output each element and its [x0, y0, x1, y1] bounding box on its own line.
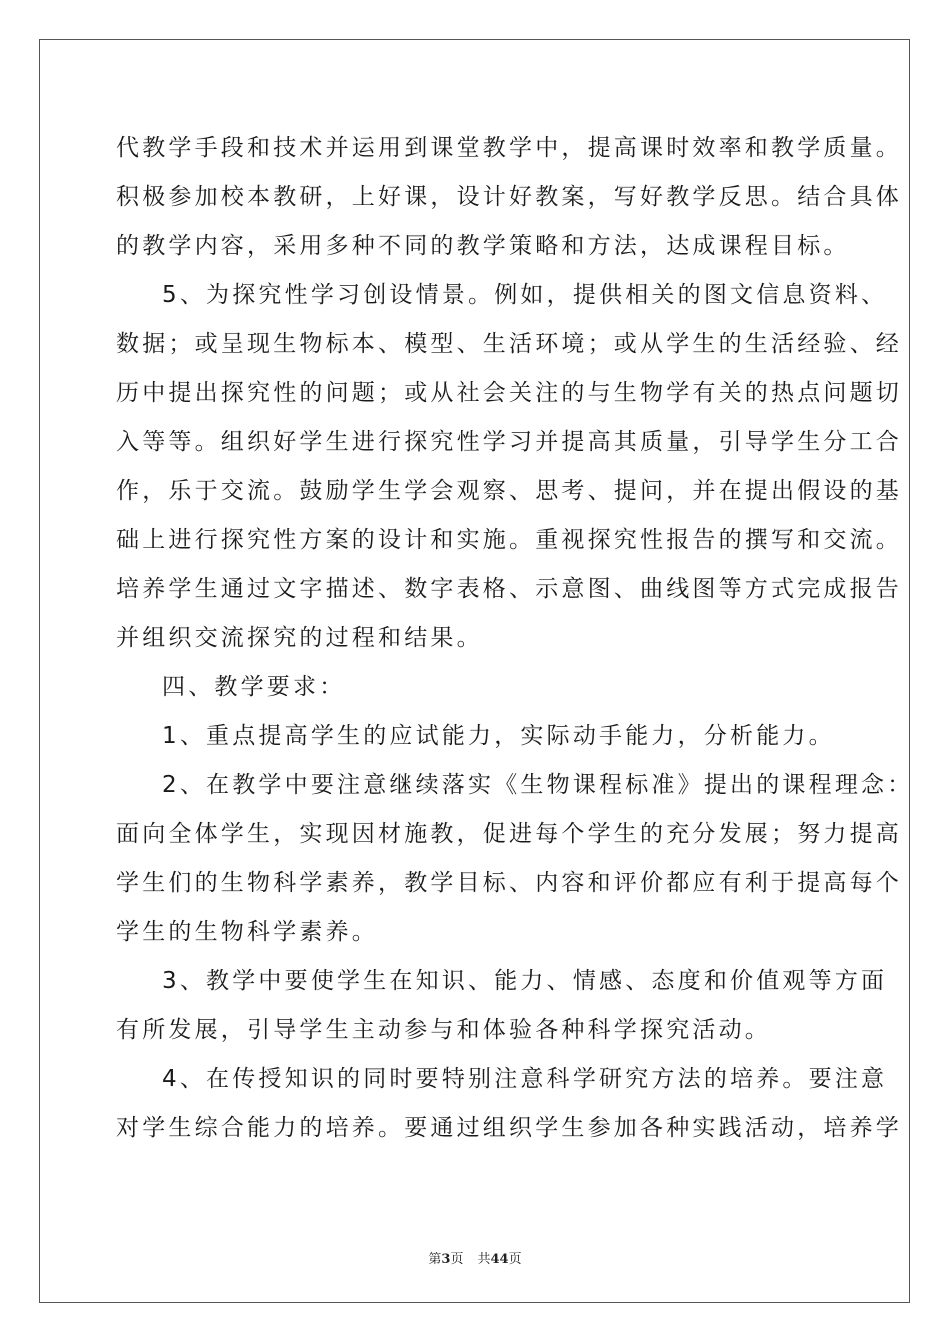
text-line: 学生们的生物科学素养，教学目标、内容和评价都应有利于提高每个 — [116, 870, 902, 896]
text-line: 5、为探究性学习创设情景。例如，提供相关的图文信息资料、 — [162, 282, 888, 308]
text-line: 面向全体学生，实现因材施教，促进每个学生的充分发展；努力提高 — [116, 821, 902, 847]
text-line: 积极参加校本教研，上好课，设计好教案，写好教学反思。结合具体 — [116, 184, 902, 210]
document-body — [116, 124, 914, 1153]
footer-total-prefix: 共 — [477, 1252, 491, 1267]
text-line: 2、在教学中要注意继续落实《生物课程标准》提出的课程理念： — [162, 772, 914, 798]
text-line: 的教学内容，采用多种不同的教学策略和方法，达成课程目标。 — [116, 233, 850, 259]
text-line: 培养学生通过文字描述、数字表格、示意图、曲线图等方式完成报告 — [116, 576, 902, 602]
text-line: 4、在传授知识的同时要特别注意科学研究方法的培养。要注意 — [162, 1066, 888, 1092]
footer-page-number: 3 — [441, 1252, 451, 1267]
footer-total-suffix: 页 — [508, 1252, 522, 1267]
page-footer — [0, 1248, 950, 1267]
text-line: 学生的生物科学素养。 — [116, 919, 378, 945]
text-line: 并组织交流探究的过程和结果。 — [116, 625, 483, 651]
text-line: 四、教学要求： — [162, 674, 346, 700]
text-line: 数据；或呈现生物标本、模型、生活环境；或从学生的生活经验、经 — [116, 331, 902, 357]
text-line: 1、重点提高学生的应试能力，实际动手能力，分析能力。 — [162, 723, 835, 749]
text-line: 3、教学中要使学生在知识、能力、情感、态度和价值观等方面 — [162, 968, 888, 994]
text-line: 础上进行探究性方案的设计和实施。重视探究性报告的撰写和交流。 — [116, 527, 902, 553]
text-line: 有所发展，引导学生主动参与和体验各种科学探究活动。 — [116, 1017, 771, 1043]
footer-total-pages: 44 — [490, 1252, 509, 1267]
text-line: 入等等。组织好学生进行探究性学习并提高其质量，引导学生分工合 — [116, 429, 902, 455]
text-line: 作，乐于交流。鼓励学生学会观察、思考、提问，并在提出假设的基 — [116, 478, 902, 504]
footer-page-prefix: 第 — [428, 1252, 442, 1267]
text-line: 对学生综合能力的培养。要通过组织学生参加各种实践活动，培养学 — [116, 1115, 902, 1141]
footer-page-suffix: 页 — [450, 1252, 464, 1267]
text-line: 历中提出探究性的问题；或从社会关注的与生物学有关的热点问题切 — [116, 380, 902, 406]
text-line: 代教学手段和技术并运用到课堂教学中，提高课时效率和教学质量。 — [116, 135, 902, 161]
